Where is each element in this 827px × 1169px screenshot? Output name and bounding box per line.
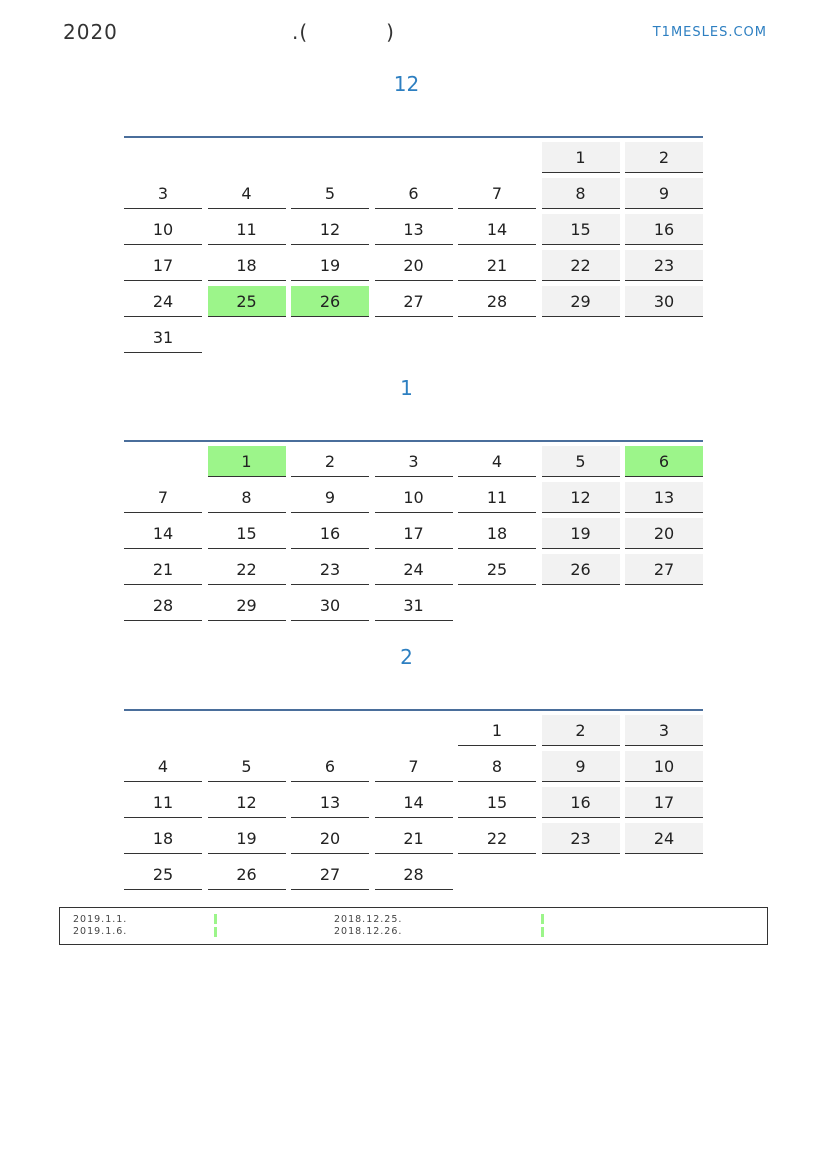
legend-date: 2019.1.1. [73,914,128,925]
day-cell: 12 [208,787,286,818]
empty-day-cell [291,715,369,746]
month-title-december: 12 [393,72,420,96]
weekend-day-cell: 20 [625,518,703,549]
weekend-day-cell: 16 [625,214,703,245]
month-title-january: 1 [400,376,413,400]
empty-day-cell [625,859,703,890]
day-cell: 27 [291,859,369,890]
week-row [124,711,703,747]
header-title [292,20,395,44]
day-cell: 25 [458,554,536,585]
day-cell: 4 [458,446,536,477]
empty-day-cell [458,142,536,173]
day-cell: 24 [375,554,453,585]
weekend-day-cell: 27 [625,554,703,585]
day-cell: 31 [124,322,202,353]
day-cell: 21 [458,250,536,281]
empty-day-cell [124,715,202,746]
day-cell: 21 [124,554,202,585]
day-cell: 28 [124,590,202,621]
weekend-day-cell: 13 [625,482,703,513]
empty-day-cell [458,322,536,353]
empty-day-cell [208,322,286,353]
week-row [124,514,703,550]
day-cell: 28 [375,859,453,890]
day-cell: 11 [208,214,286,245]
holiday-day-cell: 6 [625,446,703,477]
empty-day-cell [542,590,620,621]
empty-day-cell [208,142,286,173]
day-cell: 14 [458,214,536,245]
day-cell: 2 [291,446,369,477]
day-cell: 27 [375,286,453,317]
weekend-day-cell: 2 [542,715,620,746]
empty-day-cell [375,715,453,746]
day-cell: 18 [208,250,286,281]
week-row [124,442,703,478]
empty-day-cell [458,590,536,621]
day-cell: 10 [124,214,202,245]
week-row [124,747,703,783]
weekend-day-cell: 5 [542,446,620,477]
weekend-day-cell: 15 [542,214,620,245]
empty-day-cell [291,142,369,173]
empty-day-cell [375,322,453,353]
holiday-legend [59,907,768,945]
empty-day-cell [458,859,536,890]
day-cell: 17 [375,518,453,549]
empty-day-cell [124,142,202,173]
empty-day-cell [625,590,703,621]
week-row [124,819,703,855]
day-cell: 13 [375,214,453,245]
week-row [124,550,703,586]
day-cell: 7 [458,178,536,209]
day-cell: 4 [124,751,202,782]
day-cell: 9 [291,482,369,513]
empty-day-cell [124,446,202,477]
weekend-day-cell: 12 [542,482,620,513]
day-cell: 6 [375,178,453,209]
day-cell: 8 [458,751,536,782]
weekend-day-cell: 16 [542,787,620,818]
day-cell: 7 [124,482,202,513]
weekend-day-cell: 8 [542,178,620,209]
calendar-february [124,709,703,891]
empty-day-cell [625,322,703,353]
day-cell: 25 [124,859,202,890]
day-cell: 15 [458,787,536,818]
weekend-day-cell: 30 [625,286,703,317]
day-cell: 11 [458,482,536,513]
day-cell: 22 [458,823,536,854]
day-cell: 3 [375,446,453,477]
empty-day-cell [542,322,620,353]
day-cell: 22 [208,554,286,585]
weekend-day-cell: 9 [542,751,620,782]
legend-date: 2018.12.25. [334,914,403,925]
weekend-day-cell: 3 [625,715,703,746]
legend-date: 2019.1.6. [73,926,128,937]
holiday-day-cell: 25 [208,286,286,317]
day-cell: 19 [291,250,369,281]
header-year: 2020 [63,20,118,44]
day-cell: 18 [458,518,536,549]
day-cell: 30 [291,590,369,621]
holiday-day-cell: 1 [208,446,286,477]
weekend-day-cell: 19 [542,518,620,549]
day-cell: 26 [208,859,286,890]
weekend-day-cell: 1 [542,142,620,173]
holiday-day-cell: 26 [291,286,369,317]
week-row [124,318,703,354]
legend-marker-left [214,914,217,938]
day-cell: 19 [208,823,286,854]
week-row [124,138,703,174]
legend-date: 2018.12.26. [334,926,403,937]
week-row [124,478,703,514]
day-cell: 7 [375,751,453,782]
day-cell: 4 [208,178,286,209]
weekend-day-cell: 23 [542,823,620,854]
day-cell: 29 [208,590,286,621]
day-cell: 31 [375,590,453,621]
day-cell: 12 [291,214,369,245]
day-cell: 1 [458,715,536,746]
day-cell: 24 [124,286,202,317]
day-cell: 20 [375,250,453,281]
day-cell: 14 [124,518,202,549]
day-cell: 5 [291,178,369,209]
day-cell: 5 [208,751,286,782]
week-row [124,174,703,210]
day-cell: 13 [291,787,369,818]
day-cell: 17 [124,250,202,281]
header-close: ) [386,20,395,44]
week-row [124,246,703,282]
day-cell: 20 [291,823,369,854]
header-open: .( [292,20,309,44]
week-row [124,586,703,622]
legend-right-dates [334,914,402,938]
day-cell: 28 [458,286,536,317]
day-cell: 21 [375,823,453,854]
weekend-day-cell: 29 [542,286,620,317]
empty-day-cell [542,859,620,890]
day-cell: 16 [291,518,369,549]
weekend-day-cell: 26 [542,554,620,585]
empty-day-cell [291,322,369,353]
weekend-day-cell: 22 [542,250,620,281]
weekend-day-cell: 23 [625,250,703,281]
calendar-december [124,136,703,354]
week-row [124,855,703,891]
day-cell: 15 [208,518,286,549]
day-cell: 11 [124,787,202,818]
site-logo-link[interactable]: T1MESLES.COM [652,25,767,40]
weekend-day-cell: 9 [625,178,703,209]
week-row [124,282,703,318]
empty-day-cell [375,142,453,173]
week-row [124,210,703,246]
legend-marker-right [541,914,544,938]
legend-left-dates [73,914,127,938]
day-cell: 10 [375,482,453,513]
day-cell: 6 [291,751,369,782]
empty-day-cell [208,715,286,746]
day-cell: 23 [291,554,369,585]
calendar-january [124,440,703,622]
day-cell: 18 [124,823,202,854]
day-cell: 3 [124,178,202,209]
day-cell: 14 [375,787,453,818]
month-title-february: 2 [400,645,413,669]
weekend-day-cell: 17 [625,787,703,818]
day-cell: 8 [208,482,286,513]
weekend-day-cell: 2 [625,142,703,173]
weekend-day-cell: 10 [625,751,703,782]
week-row [124,783,703,819]
weekend-day-cell: 24 [625,823,703,854]
